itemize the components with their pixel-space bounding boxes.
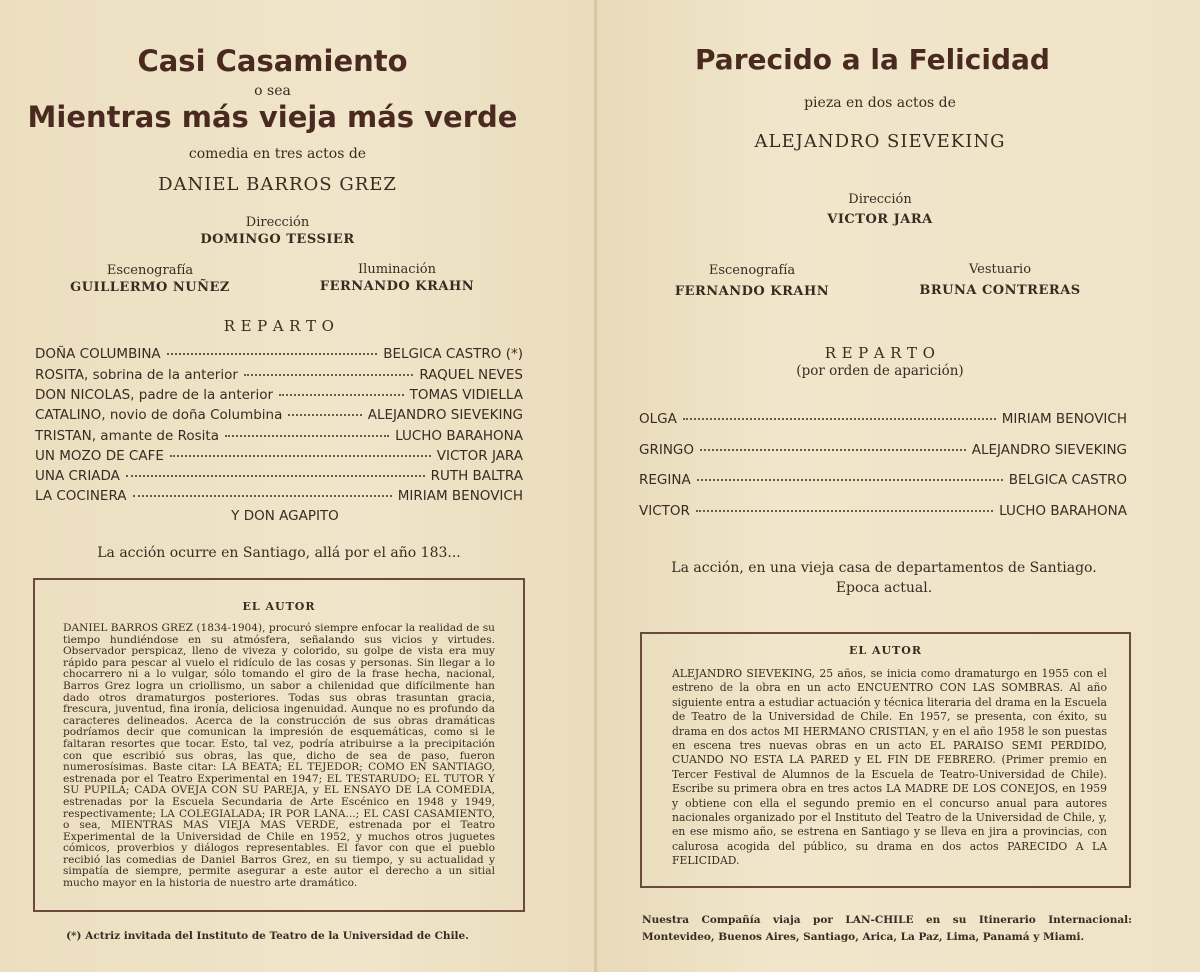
left-author: DANIEL BARROS GREZ (158, 174, 397, 195)
cast-actor: ALEJANDRO SIEVEKING (971, 442, 1127, 458)
cast-actor: MIRIAM BENOVICH (1001, 411, 1127, 427)
left-cast-extra: Y DON AGAPITO (231, 508, 339, 524)
right-credit-name-0: FERNANDO KRAHN (674, 284, 830, 299)
dot-leader (167, 353, 378, 355)
cast-role: CATALINO, novio de doña Columbina (35, 407, 283, 423)
cast-row (639, 442, 1127, 458)
left-footnote: (*) Actriz invitada del Instituto de Teatro de la Universidad de Chile. (66, 930, 469, 942)
left-subtitle: Mientras más vieja más verde (27, 100, 518, 134)
left-direccion-name: DOMINGO TESSIER (200, 232, 355, 247)
dot-leader (288, 414, 361, 416)
left-credit-name-1: FERNANDO KRAHN (319, 279, 475, 294)
cast-row (35, 407, 523, 423)
right-author-box-title: EL AUTOR (849, 644, 922, 657)
cast-actor: RAQUEL NEVES (419, 367, 523, 383)
left-reparto-label: R E P A R T O (223, 317, 335, 335)
right-title: Parecido a la Felicidad (695, 43, 1050, 76)
cast-role: TRISTAN, amante de Rosita (35, 428, 219, 444)
right-credit-name-1: BRUNA CONTRERAS (919, 283, 1081, 298)
cast-row (35, 367, 523, 383)
cast-actor: RUTH BALTRA (430, 468, 523, 484)
cast-role: UNA CRIADA (35, 468, 120, 484)
cast-role: LA COCINERA (35, 488, 127, 504)
right-accion-1: La acción, en una vieja casa de departamentos de Santiago. (671, 560, 1097, 576)
cast-row (639, 472, 1127, 488)
cast-actor: MIRIAM BENOVICH (397, 488, 523, 504)
right-author-box (640, 632, 1131, 888)
cast-row (35, 387, 523, 403)
cast-role: REGINA (639, 472, 691, 488)
left-genre: comedia en tres actos de (188, 146, 367, 162)
left-author-box-text: DANIEL BARROS GREZ (1834-1904), procuró siempre enfocar la realidad de su tiempo hundiéndose en su atmósfera, señalando sus vicios y virtudes. Observador perspicaz, lleno de viveza y colorido, su golpe de vista era muy rápido para pescar al vuelo el ridículo de las cosas y personas. Sin llegar a lo chocarrero ni a lo vulgar, sólo tomando el giro de la frase hecha, nacional, Barros Grez logra un criollismo, un sabor a chilenidad que difícilmente han dado otros dramaturgos posteriores. Todas sus obras trasuntan gracia, frescura, juventud, fina ironía, deliciosa ingenuidad. Aunque no es profundo da caracteres delineados. Acerca de la construcción de sus obras dramáticas podríamos decir que comunican la impresión de esquemáticas, como si le faltaran resortes que tocar. Esto, tal vez, podría atribuirse a la precipitación con que escribió sus obras, las que, dicho de sea de paso, fueron numerosísimas. Baste citar: LA BEATA; EL TEJEDOR; COMO EN SANTIAGO, estrenada por el Teatro Experimental en 1947; EL TESTARUDO; EL TUTOR Y SU PUPILA; CADA OVEJA CON SU PAREJA, y EL ENSAYO DE LA COMEDIA, estrenadas por la Escuela Secundaria de Arte Escénico en 1948 y 1949, respectivamente; LA COLEGIALADA; IR POR LANA...; EL CASI CASAMIENTO, o sea, MIENTRAS MAS VIEJA MAS VERDE, estrenada por el Teatro Experimental de la Universidad de Chile en 1952, y muchos otros juguetes cómicos, proverbios y diálogos representables. El favor con que el pueblo recibió las comedias de Daniel Barros Grez, en su tiempo, y su actualidad y simpatía de siempre, permite asegurar a este autor el derecho a un sitial mucho mayor en la historia de nuestro arte dramático. (63, 622, 495, 890)
dot-leader (126, 475, 425, 477)
cast-row (35, 448, 523, 464)
cast-actor: LUCHO BARAHONA (999, 503, 1127, 519)
right-direccion-name: VICTOR JARA (827, 212, 933, 227)
right-credit-label-0: Escenografía (708, 263, 796, 278)
left-credit-label-0: Escenografía (106, 263, 194, 278)
dot-leader (244, 374, 413, 376)
cast-actor: ALEJANDRO SIEVEKING (367, 407, 523, 423)
dot-leader (697, 479, 1003, 481)
right-author: ALEJANDRO SIEVEKING (754, 131, 1006, 152)
dot-leader (683, 418, 996, 420)
cast-actor: BELGICA CASTRO (1008, 472, 1127, 488)
cast-role: UN MOZO DE CAFE (35, 448, 164, 464)
cast-role: VICTOR (639, 503, 690, 519)
right-accion-2: Epoca actual. (835, 580, 933, 596)
right-genre: pieza en dos actos de (804, 95, 956, 111)
right-direccion-label: Dirección (848, 192, 912, 207)
left-o-sea: o sea (254, 83, 291, 99)
cast-role: GRINGO (639, 442, 695, 458)
cast-role: OLGA (639, 411, 677, 427)
dot-leader (279, 394, 404, 396)
right-reparto-label: R E P A R T O (824, 344, 936, 362)
cast-role: DON NICOLAS, padre de la anterior (35, 387, 274, 403)
page-fold (594, 0, 597, 972)
cast-actor: BELGICA CASTRO (*) (383, 346, 523, 362)
right-footnote: Nuestra Compañía viaja por LAN-CHILE en su Itinerario Internacional: Montevideo, Buenos Aires, Santiago, Arica, La Paz, Lima, Panamá y Miami. (642, 914, 1132, 943)
dot-leader (225, 435, 389, 437)
cast-row (35, 346, 523, 362)
left-title: Casi Casamiento (137, 44, 408, 78)
cast-actor: LUCHO BARAHONA (395, 428, 523, 444)
dot-leader (170, 455, 431, 457)
left-author-box (33, 578, 525, 912)
right-credit-label-1: Vestuario (968, 262, 1032, 277)
dot-leader (696, 510, 993, 512)
cast-actor: VICTOR JARA (436, 448, 523, 464)
left-author-box-title: EL AUTOR (242, 600, 316, 613)
dot-leader (700, 449, 966, 451)
right-author-box-text: ALEJANDRO SIEVEKING, 25 años, se inicia como dramaturgo en 1955 con el estreno de la obra en un acto ENCUENTRO CON LAS SOMBRAS. Al año siguiente entra a estudiar actuación y técnica literaria del drama en la Escuela de Teatro de la Universidad de Chile. En 1957, se presenta, con éxito, su drama en dos actos MI HERMANO CRISTIAN, y en el año 1958 le son puestas en escena tres nuevas obras en un acto EL PARAISO SEMI PERDIDO, CUANDO NO ESTA LA PARED y EL FIN DE FEBRERO. (Primer premio en Tercer Festival de Alumnos de la Escuela de Teatro-Universidad de Chile). Escribe su primera obra en tres actos LA MADRE DE LOS CONEJOS, en 1959 y obtiene con ella el segundo premio en el concurso anual para autores nacionales organizado por el Instituto del Teatro de la Universidad de Chile, y, en ese mismo año, se estrena en Santiago y se lleva en jira a provincias, con calurosa acogida del público, su drama en dos actos PARECIDO A LA FELICIDAD. (672, 667, 1107, 868)
left-accion: La acción ocurre en Santiago, allá por el año 183... (97, 545, 461, 561)
cast-row (639, 411, 1127, 427)
cast-actor: TOMAS VIDIELLA (409, 387, 523, 403)
left-direccion-label: Dirección (245, 215, 310, 230)
cast-row (35, 468, 523, 484)
left-credit-name-0: GUILLERMO NUÑEZ (70, 280, 230, 295)
left-credit-label-1: Iluminación (358, 262, 436, 277)
cast-row (639, 503, 1127, 519)
cast-role: ROSITA, sobrina de la anterior (35, 367, 238, 383)
cast-row (35, 428, 523, 444)
cast-row (35, 488, 523, 504)
cast-role: DOÑA COLUMBINA (35, 346, 161, 362)
dot-leader (133, 495, 392, 497)
right-reparto-sub: (por orden de aparición) (796, 363, 964, 379)
